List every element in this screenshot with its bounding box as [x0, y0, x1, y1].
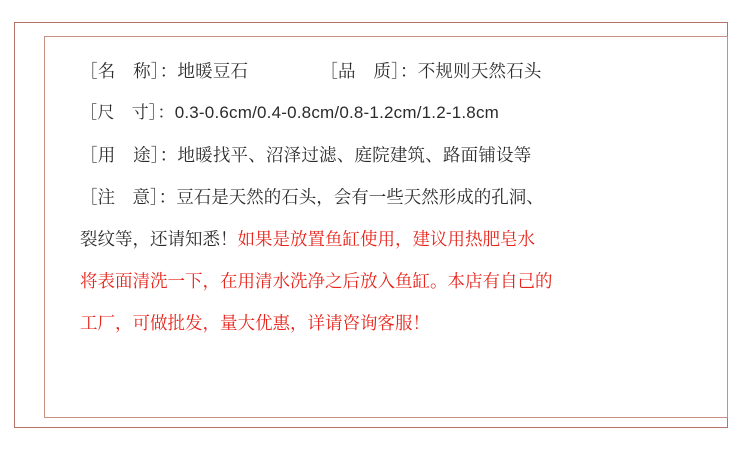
- note-second-line: [80, 218, 700, 260]
- product-use-row: [80, 134, 700, 176]
- note-black-text: 豆石是天然的石头，会有一些天然形成的孔洞、: [176, 187, 544, 207]
- document-content: [80, 50, 700, 410]
- use-value: 地暖找平、沼泽过滤、庭院建筑、路面铺设等: [177, 145, 532, 165]
- note-red-text-1: 如果是放置鱼缸使用，建议用热肥皂水: [237, 229, 535, 249]
- use-label: ［用 途］：: [80, 145, 178, 165]
- product-size-row: [80, 92, 700, 134]
- product-note-block: [80, 176, 700, 344]
- size-value: 0.3-0.6cm/0.4-0.8cm/0.8-1.2cm/1.2-1.8cm: [174, 103, 500, 122]
- note-first-line: [80, 176, 700, 218]
- note-black-text-2: 裂纹等，还请知悉！: [80, 229, 238, 249]
- note-red-line-2: 将表面清洗一下，在用清水洗净之后放入鱼缸。本店有自己的: [80, 271, 553, 291]
- note-red-line-3: 工厂，可做批发，量大优惠，详请咨询客服！: [80, 313, 430, 333]
- name-value: 地暖豆石: [177, 61, 249, 81]
- quality-value: 不规则天然石头: [417, 61, 542, 81]
- note-label: ［注 意］：: [80, 187, 177, 207]
- name-label: ［名 称］：: [80, 61, 178, 81]
- size-label: ［尺 寸］：: [80, 103, 175, 122]
- product-name-row: [80, 50, 700, 92]
- quality-label: ［品 质］：: [320, 61, 418, 81]
